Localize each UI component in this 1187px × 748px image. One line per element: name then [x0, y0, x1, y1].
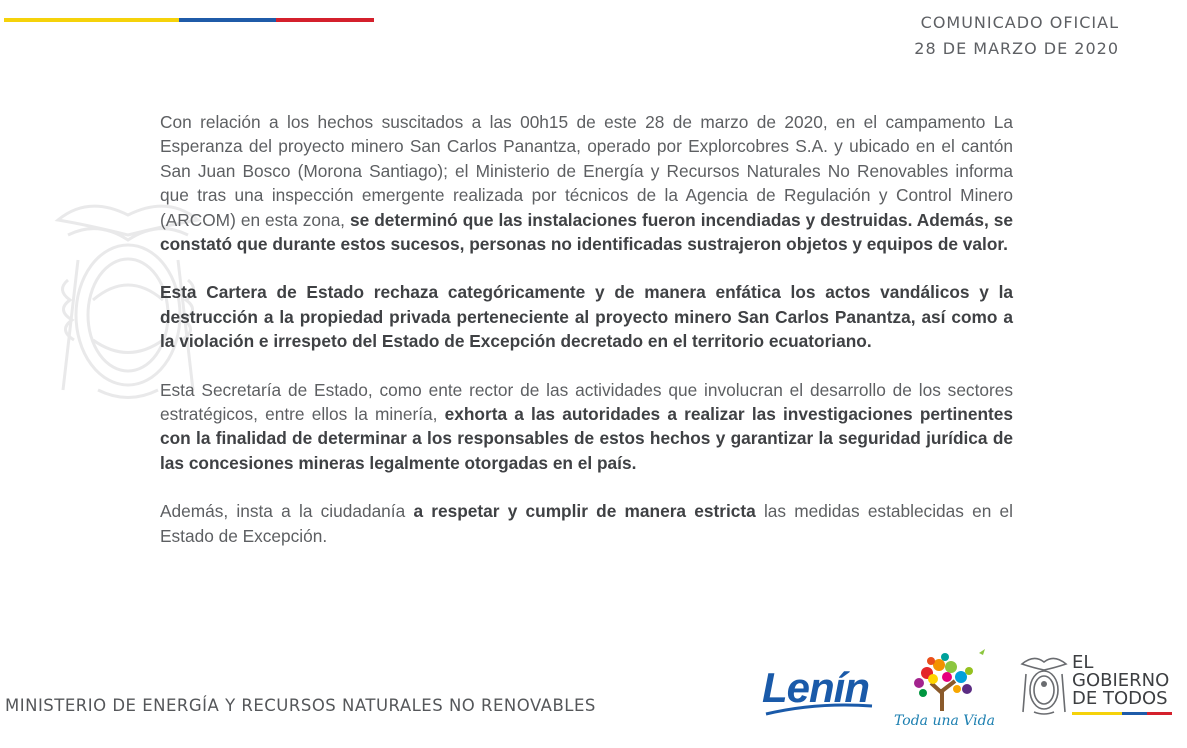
paragraph-3 — [160, 378, 1013, 476]
flag-bar-red — [276, 18, 374, 22]
paragraph-4-text-start: Además, insta a la ciudadanía — [160, 501, 414, 522]
paragraph-1-text: Con relación a los hechos suscitados a las 00h15 de este 28 de marzo de 2020, en el campamento La Esperanza del proyecto minero San Carlos Panantza, operado por Explorcobres S.A. y ubicado en el cantón San Juan Bosco (Morona Santiago); el Ministerio de Energía y Recursos Naturales No Renovables informa que tras una inspección emergente realizada por técnicos de la Agencia de Regulación y Control Minero (ARCOM) en esta zona, — [160, 112, 1013, 230]
paragraph-4 — [160, 499, 1013, 548]
flag-color-bar — [4, 18, 374, 22]
gobierno-de-todos-logo — [1018, 652, 1178, 722]
paragraph-4-text-end: las medidas establecidas en el Estado de Excepción. — [160, 501, 1014, 546]
document-header — [914, 10, 1119, 62]
gobierno-bar-blue — [1122, 712, 1147, 715]
paragraph-3-text: Esta Secretaría de Estado, como ente rector de las actividades que involucran el desarrollo de los sectores estratégicos, entre ellos la minería, — [160, 379, 1013, 425]
lenin-swoosh-icon — [762, 662, 877, 724]
tree-of-life-icon — [887, 645, 1002, 715]
paragraph-2-bold: Esta Cartera de Estado rechaza categóricamente y de manera enfática los actos vandálicos y la destrucción a la propiedad privada perteneciente al proyecto minero San Carlos Panantza, así como a la violación e irrespeto del Estado de Excepción decretado en el territorio ecuatoriano. — [160, 282, 1013, 352]
gobierno-bar-red — [1147, 712, 1172, 715]
gobierno-line-1: EL — [1072, 652, 1094, 673]
flag-bar-blue — [179, 18, 276, 22]
paragraph-2 — [160, 280, 1013, 353]
tree-caption: Toda una Vida — [894, 713, 995, 729]
paragraph-4-bold: a respetar y cumplir de manera estricta — [413, 501, 756, 522]
ministry-name: MINISTERIO DE ENERGÍA Y RECURSOS NATURALES NO RENOVABLES — [5, 696, 596, 715]
gobierno-text — [1072, 654, 1169, 708]
header-date: 28 DE MARZO DE 2020 — [914, 39, 1119, 58]
gobierno-line-2: GOBIERNO — [1072, 670, 1170, 691]
coat-of-arms-icon — [1018, 652, 1070, 718]
flag-bar-yellow — [4, 18, 179, 22]
gobierno-flag-bar — [1072, 712, 1172, 715]
toda-una-vida-logo — [887, 645, 1002, 740]
paragraph-3-bold: exhorta a las autoridades a realizar las investigaciones pertinentes con la finalidad de determinar a los responsables de estos hechos y garantizar la seguridad jurídica de las concesiones mineras legalmente otorgadas en el país. — [160, 404, 1013, 473]
lenin-logo — [762, 662, 877, 724]
communique-body — [160, 110, 1013, 572]
paragraph-1-bold: se determinó que las instalaciones fueron incendiadas y destruidas. Además, se constató que durante estos sucesos, personas no identificadas sustrajeron objetos y equipos de valor. — [160, 209, 1014, 255]
header-title: COMUNICADO OFICIAL — [920, 13, 1119, 32]
gobierno-line-3: DE TODOS — [1072, 688, 1168, 709]
paragraph-1 — [160, 110, 1013, 256]
gobierno-bar-yellow — [1072, 712, 1122, 715]
lenin-logo-text: Lenín — [762, 664, 869, 711]
